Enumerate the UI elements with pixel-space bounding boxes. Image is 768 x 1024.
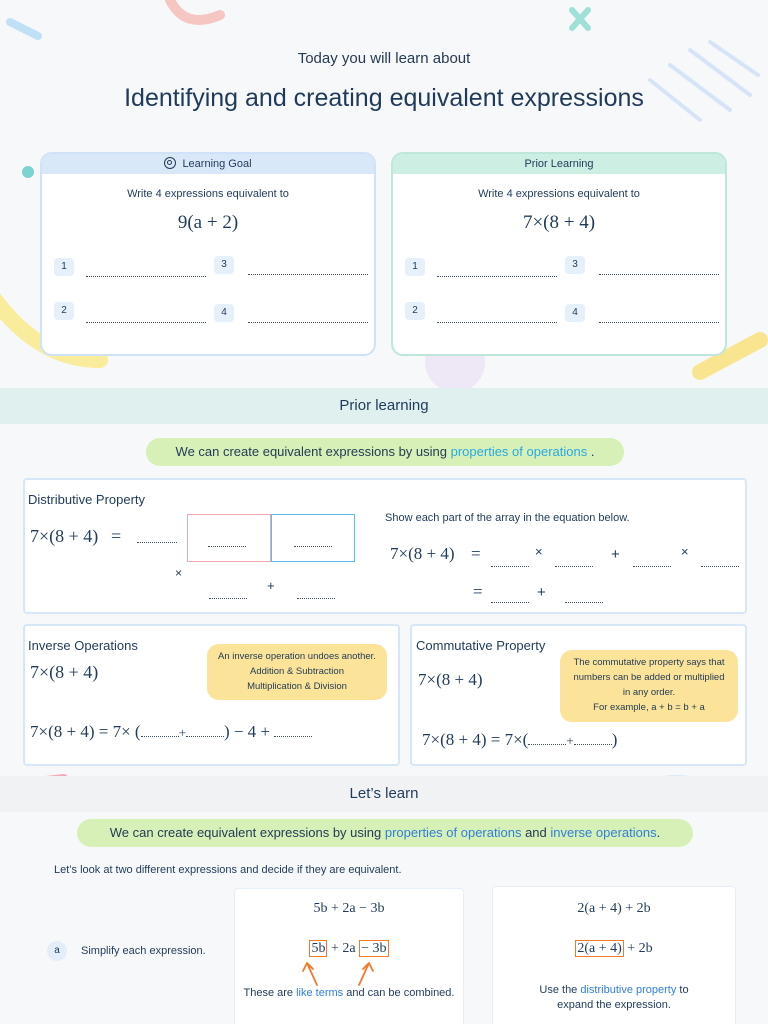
commutative-blank-1[interactable] [528,744,566,745]
prior-learning-band: Prior learning [0,388,768,424]
like-term-3b: − 3b [361,941,387,956]
like-term-5b: 5b [311,941,326,956]
commutative-property-panel [410,624,747,766]
inverse-blank-3[interactable] [274,736,312,737]
inverse-title: Inverse Operations [28,638,138,653]
lets-learn-band: Let’s learn [0,776,768,812]
left-note-prefix: These are [243,987,297,999]
commutative-expression: 7×(8 + 4) [418,670,483,689]
left-expression-box [234,888,464,1024]
right-expression: 2(a + 4) + 2b [577,901,651,916]
commutative-equation [422,730,617,750]
lets-learn-pill [77,819,693,847]
learn-pill-text: We can create equivalent expressions by using [109,825,385,840]
learning-goal-expression: 9(a + 2) [177,212,239,233]
left-note [235,987,463,999]
prior-learning-expression: 7×(8 + 4) [522,212,596,233]
like-terms-link[interactable]: like terms [296,987,344,999]
commutative-eq-mid: = 7×( [490,730,529,749]
answer-line-3[interactable] [248,274,368,275]
distributive-times-symbol: × [175,566,183,580]
step-text: Simplify each expression. [81,945,206,957]
inverse-note [207,644,387,700]
array-box-left [187,514,271,562]
left-note-suffix: and can be combined. [343,987,455,999]
learn-intro: Let’s look at two different expressions and decide if they are equivalent. [54,864,402,876]
prior-learning-card [391,152,727,356]
eq-plus-1: + [611,546,620,563]
eq-plus-2: + [537,584,546,601]
answer-line-4[interactable] [248,322,368,323]
commutative-note-line2: numbers can be added or multiplied [573,672,725,683]
distributive-eq-equals: = [471,544,481,563]
inverse-operations-panel [23,624,400,766]
inverse-eq-mid: = 7× ( [98,722,141,741]
commutative-note [560,650,738,722]
inverse-equation [30,722,312,742]
array-blank-left[interactable] [208,546,246,547]
page-title: Identifying and creating equivalent expressions [124,84,644,112]
distributive-blank-factor[interactable] [137,542,177,543]
right-note-suffix: to [676,984,689,996]
distributive-property-link[interactable]: distributive property [580,984,677,996]
array-box-right [271,514,355,562]
inverse-operations-link[interactable]: inverse operations [550,825,657,840]
answer-number-2: 2 [54,302,74,320]
learning-goal-label: Learning Goal [182,158,252,170]
inverse-eq-left: 7×(8 + 4) [30,722,95,741]
distributive-title: Distributive Property [28,492,146,507]
learning-goal-card [40,152,376,356]
right-rest-term: + 2b [627,941,653,956]
distributive-term: 2(a + 4) [577,941,622,956]
step-letter-a: a [47,941,67,961]
learning-goal-header [42,154,374,174]
inverse-note-line2: Addition & Subtraction [249,666,344,677]
left-expression-highlighted [235,941,463,957]
distributive-plus-symbol: + [267,578,275,593]
learning-goal-instruction: Write 4 expressions equivalent to [127,188,289,200]
eq-blank-6[interactable] [565,602,603,603]
distributive-blank-bottom-left[interactable] [209,598,247,599]
answer-line-2[interactable] [86,322,206,323]
right-expression-box [492,886,736,1024]
inverse-eq-close: ) − 4 + [223,722,271,741]
inverse-note-line3: Multiplication & Division [247,681,347,692]
left-mid-term: + 2a [330,941,356,956]
answer-number-1: 1 [54,258,74,276]
inverse-plus: + [178,725,186,740]
eq-blank-3[interactable] [633,566,671,567]
distributive-expression: 7×(8 + 4) [30,526,99,546]
right-note-line2: expand the expression. [557,999,671,1011]
prior-answer-number-1: 1 [405,258,425,276]
array-instruction: Show each part of the array in the equation below. [385,512,630,524]
pill-text: We can create equivalent expressions by using [175,444,451,459]
prior-answer-line-4[interactable] [599,322,719,323]
prior-answer-number-4: 4 [565,304,585,322]
inverse-blank-2[interactable] [186,736,224,737]
right-note [493,983,735,1013]
inverse-expression: 7×(8 + 4) [30,662,99,682]
properties-of-operations-link[interactable]: properties of operations [450,444,588,459]
eq-second-equals: = [473,582,483,601]
commutative-note-line1: The commutative property says that [573,657,725,668]
commutative-plus: + [566,733,574,748]
eq-blank-1[interactable] [491,566,529,567]
prior-learning-pill [146,438,624,466]
left-expression: 5b + 2a − 3b [313,901,385,916]
eq-blank-2[interactable] [555,566,593,567]
prior-answer-number-2: 2 [405,302,425,320]
distributive-property-panel [23,478,747,614]
learn-pill-suffix: . [656,825,661,840]
eq-blank-5[interactable] [491,602,529,603]
answer-line-1[interactable] [86,276,206,277]
page-subtitle: Today you will learn about [297,50,471,67]
right-expression-highlighted [493,941,735,957]
prior-answer-line-2[interactable] [437,322,557,323]
prior-learning-instruction: Write 4 expressions equivalent to [478,188,640,200]
right-note-prefix: Use the [539,984,581,996]
inverse-note-line1: An inverse operation undoes another. [218,651,376,662]
eq-times-2: × [681,544,689,559]
pill-suffix: . [587,444,595,459]
answer-number-3: 3 [214,256,234,274]
prior-answer-line-1[interactable] [437,276,557,277]
arrow-icons [295,959,395,987]
properties-of-operations-link-2[interactable]: properties of operations [384,825,522,840]
distributive-eq-expression: 7×(8 + 4) [390,544,455,563]
target-icon [164,157,176,169]
prior-answer-line-3[interactable] [599,274,719,275]
commutative-eq-left: 7×(8 + 4) [422,730,487,749]
eq-times-1: × [535,544,543,559]
commutative-eq-close: ) [611,730,618,749]
commutative-blank-2[interactable] [574,744,612,745]
array-blank-right[interactable] [294,546,332,547]
commutative-note-line3: in any order. [622,687,676,698]
commutative-note-line4: For example, a + b = b + a [593,702,705,713]
answer-number-4: 4 [214,304,234,322]
prior-learning-header: Prior Learning [393,154,725,174]
distributive-blank-bottom-right[interactable] [297,598,335,599]
commutative-title: Commutative Property [416,638,546,653]
eq-blank-4[interactable] [701,566,739,567]
learn-pill-and: and [521,825,551,840]
distributive-equals: = [111,526,122,546]
inverse-blank-1[interactable] [141,736,179,737]
prior-answer-number-3: 3 [565,256,585,274]
